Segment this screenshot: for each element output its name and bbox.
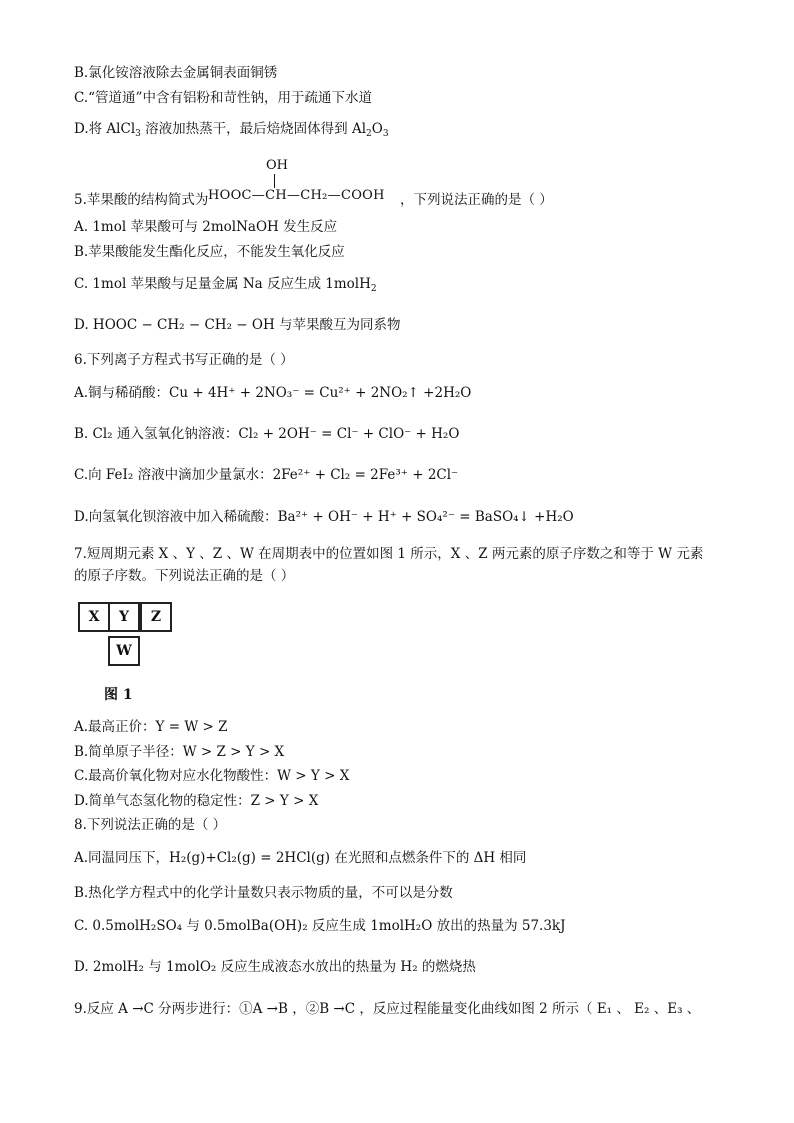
q6-option-d: D.向氢氧化钡溶液中加入稀硫酸：Ba²⁺ + OH⁻ + H⁺ + SO₄²⁻ = BaSO₄↓ +H₂O <box>74 509 574 525</box>
q4-option-c: C.“管道通”中含有铝粉和苛性钠，用于疏通下水道 <box>74 90 372 106</box>
q4-d-part: O <box>371 121 383 137</box>
q4-option-b: B.氯化铵溶液除去金属铜表面铜锈 <box>74 65 278 81</box>
q8-option-d: D. 2molH₂ 与 1molO₂ 反应生成液态水放出的热量为 H₂ 的燃烧热 <box>74 959 476 975</box>
q7-stem-line1: 7.短周期元素 X 、Y 、Z 、W 在周期表中的位置如图 1 所示，X 、Z 两元素的原子序数之和等于 W 元素 <box>74 546 704 562</box>
q8-stem: 8.下列说法正确的是（ ） <box>74 817 227 833</box>
q8-option-c: C. 0.5molH₂SO₄ 与 0.5molBa(OH)₂ 反应生成 1molH₂O 放出的热量为 57.3kJ <box>74 918 566 934</box>
q5-stem-prefix: 5.苹果酸的结构简式为 <box>74 192 209 208</box>
q4-d-part: 溶液加热蒸干，最后焙烧固体得到 Al <box>140 121 367 137</box>
q4-d-sub: 3 <box>382 129 389 139</box>
cell-z: Z <box>140 602 172 632</box>
q6-stem: 6.下列离子方程式书写正确的是（ ） <box>74 352 294 368</box>
bond-line <box>274 174 275 188</box>
q5-option-b: B.苹果酸能发生酯化反应，不能发生氧化反应 <box>74 244 345 260</box>
q8-option-b: B.热化学方程式中的化学计量数只表示物质的量，不可以是分数 <box>74 885 453 901</box>
q4-d-sub: 2 <box>366 129 372 139</box>
q4-option-d <box>74 120 389 143</box>
q8-option-a: A.同温同压下，H₂(g)+Cl₂(g) = 2HCl(g) 在光照和点燃条件下的 ΔH 相同 <box>74 850 527 866</box>
cell-w: W <box>108 636 140 666</box>
structure-chain: HOOC—CH—CH₂—COOH <box>208 188 385 203</box>
q4-d-part: D.将 AlCl <box>74 121 136 137</box>
q5-c-text: C. 1mol 苹果酸与足量金属 Na 反应生成 1molH <box>74 276 371 292</box>
q5-option-d: D. HOOC − CH₂ − CH₂ − OH 与苹果酸互为同系物 <box>74 317 401 333</box>
cell-x: X <box>78 602 110 632</box>
q4-d-sub: 3 <box>135 129 141 139</box>
hydroxyl-group: OH <box>266 158 288 173</box>
q7-stem-line2: 的原子序数。下列说法正确的是（ ） <box>74 568 295 584</box>
q5-c-sub: 2 <box>370 284 377 294</box>
q5-stem-suffix: ，下列说法正确的是（ ） <box>400 192 553 208</box>
q5-option-a: A. 1mol 苹果酸可与 2molNaOH 发生反应 <box>74 219 338 235</box>
q6-option-b: B. Cl₂ 通入氢氧化钠溶液：Cl₂ + 2OH⁻ = Cl⁻ + ClO⁻ + H₂O <box>74 426 460 442</box>
q7-option-a: A.最高正价：Y = W > Z <box>74 719 228 735</box>
q6-option-c: C.向 FeI₂ 溶液中滴加少量氯水：2Fe²⁺ + Cl₂ = 2Fe³⁺ + 2Cl⁻ <box>74 467 459 483</box>
q7-option-c: C.最高价氧化物对应水化物酸性：W > Y > X <box>74 768 350 784</box>
q5-option-c <box>74 275 377 298</box>
q7-option-b: B.简单原子半径：W > Z > Y > X <box>74 744 285 760</box>
cell-y: Y <box>108 602 140 632</box>
q7-option-d: D.简单气态氢化物的稳定性：Z > Y > X <box>74 793 319 809</box>
malic-acid-structure <box>208 158 408 210</box>
q9-stem: 9.反应 A →C 分两步进行：①A →B ，②B →C ，反应过程能量变化曲线如图 2 所示（ E₁ 、 E₂ 、E₃ 、 <box>74 1001 701 1017</box>
q6-option-a: A.铜与稀硝酸：Cu + 4H⁺ + 2NO₃⁻ = Cu²⁺ + 2NO₂↑ +2H₂O <box>74 385 472 401</box>
figure-caption: 图 1 <box>104 687 133 703</box>
